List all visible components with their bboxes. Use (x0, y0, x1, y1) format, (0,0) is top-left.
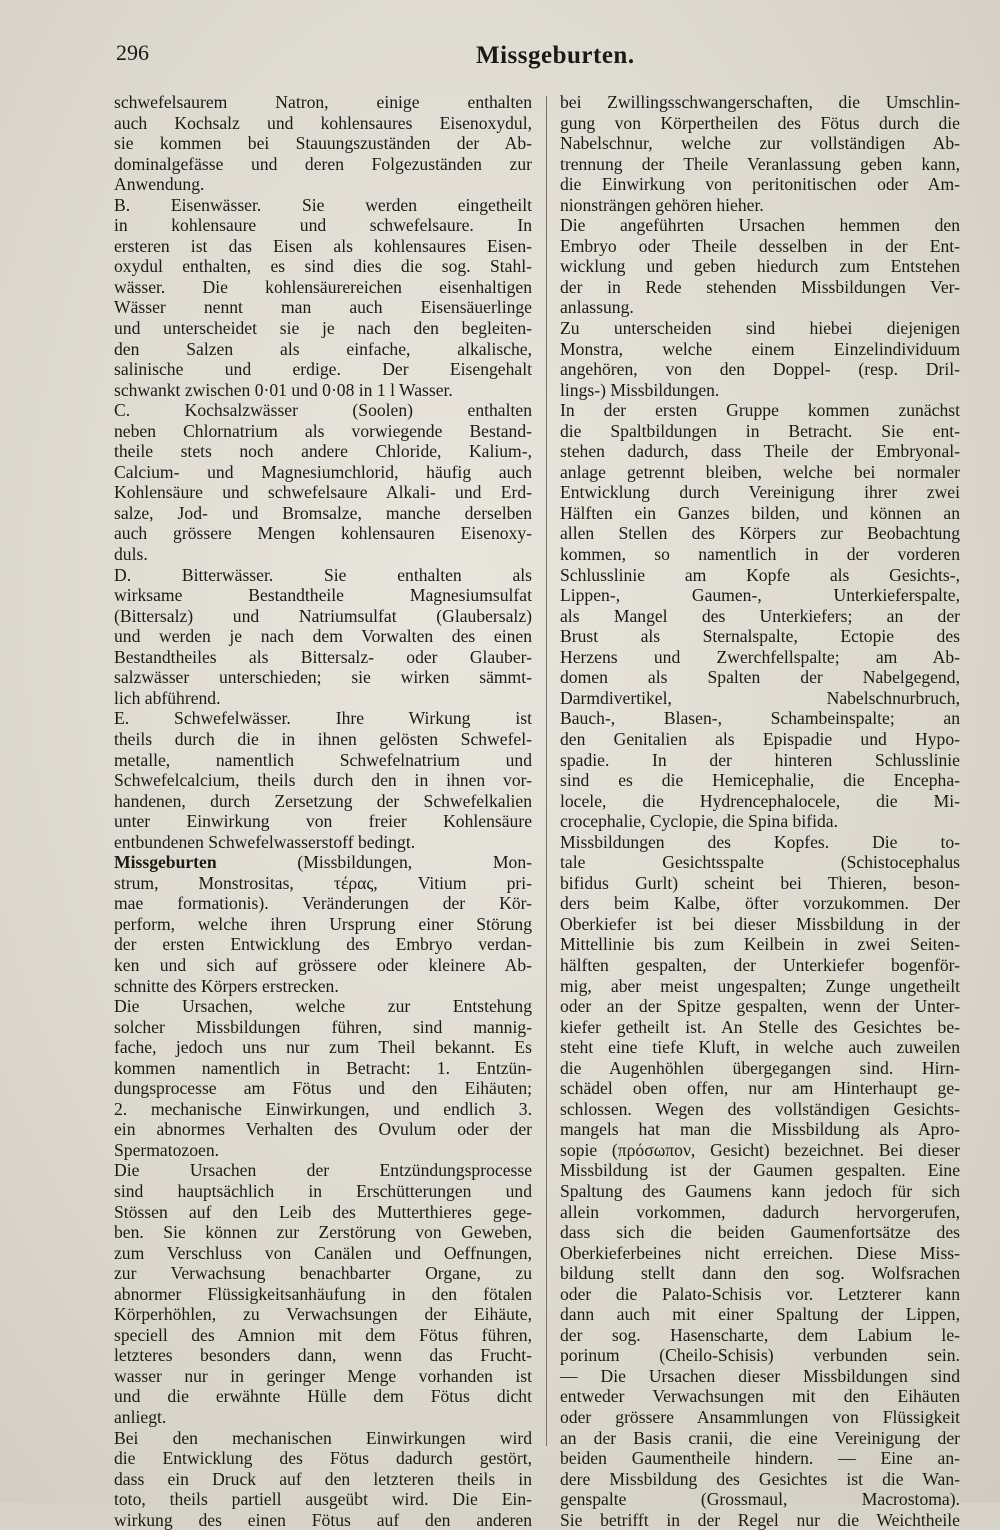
text-line: schnitte des Körpers erstrecken. (114, 975, 339, 996)
text-line: wirkung des einen Fötus auf den anderen (114, 1509, 532, 1530)
text-line: — Die Ursachen dieser Missbildungen sind (560, 1365, 960, 1386)
text-line: (Bittersalz) und Natriumsulfat (Glaubersalz) (114, 605, 532, 626)
text-line: bifidus Gurlt) scheint bei Thieren, beson- (560, 872, 960, 893)
text-line: strum, Monstrositas, τέρας, Vitium pri- (114, 872, 532, 893)
text-line: letzteres besonders dann, wenn das Frucht- (114, 1345, 532, 1366)
text-line: Oberkiefer ist bei dieser Missbildung in der (560, 913, 960, 934)
text-line: Spaltung des Gaumens kann jedoch für sich (560, 1180, 960, 1201)
text-line: steht eine tiefe Kluft, in welche auch zuweilen (560, 1037, 960, 1058)
text-line: in kohlensaure und schwefelsaure. In (114, 215, 532, 236)
text-line: Stössen auf den Leib des Mutterthieres gege- (114, 1201, 532, 1222)
text-line: mig, aber meist ungespalten; Zunge ungetheilt (560, 975, 960, 996)
text-line: die Einwirkung von peritonitischen oder Am- (560, 174, 960, 195)
text-line: wässer. Die kohlensäurereichen eisenhaltigen (114, 276, 532, 297)
text-line: genspalte (Grossmaul, Macrostoma). (560, 1489, 960, 1510)
text-line: entbundenen Schwefelwasserstoff bedingt. (114, 831, 416, 852)
text-line: toto, theils partiell ausgeübt wird. Die Ein- (114, 1489, 532, 1510)
text-line: wirksame Bestandtheile Magnesiumsulfat (114, 585, 532, 606)
text-line: Bestandtheiles als Bittersalz- oder Glauber- (114, 646, 532, 667)
text-line: tale Gesichtsspalte (Schistocephalus (560, 852, 960, 873)
text-line: Missbildungen des Kopfes. Die to- (560, 831, 960, 852)
text-line: neben Chlornatrium als vorwiegende Bestand- (114, 420, 532, 441)
text-line: kommen namentlich in Betracht: 1. Entzün- (114, 1057, 532, 1078)
text-line: Bei den mechanischen Einwirkungen wird (114, 1427, 532, 1448)
text-line: der sog. Hasenscharte, dem Labium le- (560, 1324, 960, 1345)
text-line: stehen dadurch, dass Theile der Embryonal- (560, 441, 960, 462)
text-line: sind es die Hemicephalie, die Encepha- (560, 770, 960, 791)
text-line: dass ein Druck auf den letzteren theils in (114, 1468, 532, 1489)
text-line: anlassung. (560, 297, 634, 318)
text-line: anliegt. (114, 1407, 167, 1427)
text-line: E. Schwefelwässer. Ihre Wirkung ist (114, 708, 532, 729)
text-line: Brust als Sternalspalte, Ectopie des (560, 626, 960, 647)
text-line: auch Kochsalz und kohlensaures Eisenoxydul, (114, 112, 532, 133)
text-line: salzwässer unterschieden; sie wirken sämmt- (114, 667, 532, 688)
right-text-column (560, 92, 960, 1530)
text-line: sind hauptsächlich in Erschütterungen und (114, 1180, 532, 1201)
text-line: Wässer nennt man auch Eisensäuerlinge (114, 297, 532, 318)
text-line: Bauch-, Blasen-, Schambeinspalte; an (560, 708, 960, 729)
text-line: metalle, namentlich Schwefelnatrium und (114, 749, 532, 770)
text-line: salinische und erdige. Der Eisengehalt (114, 359, 532, 380)
text-line: lings-) Missbildungen. (560, 379, 720, 400)
text-line: an der Basis cranii, die eine Vereinigung der (560, 1427, 960, 1448)
text-line: fache, jedoch uns nur zum Theil bekannt. Es (114, 1037, 532, 1058)
text-line: nionsträngen gehören hieher. (560, 194, 764, 215)
text-line: Monstra, welche einem Einzelindividuum (560, 338, 960, 359)
text-line: Lippen-, Gaumen-, Unterkieferspalte, (560, 585, 960, 606)
text-line: oder die Palato-Schisis vor. Letzterer kann (560, 1283, 960, 1304)
text-line: schwefelsaurem Natron, einige enthalten (114, 92, 532, 112)
text-line: gung von Körpertheilen des Fötus durch die (560, 112, 960, 133)
text-line: hälften gespalten, der Unterkiefer bogenför- (560, 954, 960, 975)
text-line: ersteren ist das Eisen als kohlensaures Eisen- (114, 235, 532, 256)
text-line: ken und sich auf grössere oder kleinere Ab- (114, 954, 532, 975)
text-line: handenen, durch Zersetzung der Schwefelkalien (114, 790, 532, 811)
text-line: Anwendung. (114, 174, 205, 195)
text-line: Sie betrifft in der Regel nur die Weichtheile (560, 1509, 960, 1530)
text-line: perform, welche ihren Ursprung einer Störung (114, 913, 532, 934)
text-line: anlage getrennt bleiben, welche bei normaler (560, 461, 960, 482)
text-line: solcher Missbildungen führen, sind mannig- (114, 1016, 532, 1037)
text-line: die Augenhöhlen übergegangen sind. Hirn- (560, 1057, 960, 1078)
text-line: entweder Verwachsungen mit den Eihäuten (560, 1386, 960, 1407)
text-line: bildung stellt dann den sog. Wolfsrachen (560, 1263, 960, 1284)
text-line: wasser nur in geringer Menge vorhanden ist (114, 1365, 532, 1386)
text-line: theils durch die in ihnen gelösten Schwefel- (114, 728, 532, 749)
text-line: In der ersten Gruppe kommen zunächst (560, 400, 960, 421)
text-line: allein vorkommen, dadurch hervorgerufen, (560, 1201, 960, 1222)
text-line: sie kommen bei Stauungszuständen der Ab- (114, 133, 532, 154)
text-line: Nabelschnur, welche zur vollständigen Ab- (560, 133, 960, 154)
text-line: sopie (πρόσωπον, Gesicht) bezeichnet. Bei dieser (560, 1139, 960, 1160)
text-line: schlossen. Wegen des vollständigen Gesichts- (560, 1098, 960, 1119)
text-line: Mittellinie bis zum Keilbein in zwei Seiten- (560, 934, 960, 955)
text-line: unter Einwirkung von freier Kohlensäure (114, 811, 532, 832)
text-line: dann auch mit einer Spaltung der Lippen, (560, 1304, 960, 1325)
text-line: zum Verschluss von Canälen und Oeffnungen, (114, 1242, 532, 1263)
text-line: und die erwähnte Hülle dem Fötus dicht (114, 1386, 532, 1407)
text-line: Missgeburten (Missbildungen, Mon- (114, 852, 532, 873)
text-line: angehören, von den Doppel- (resp. Dril- (560, 359, 960, 380)
text-line: schwankt zwischen 0·01 und 0·08 in 1 l Wasser. (114, 379, 453, 400)
text-line: den Salzen als einfache, alkalische, (114, 338, 532, 359)
text-line: locele, die Hydrencephalocele, die Mi- (560, 790, 960, 811)
text-line: zur Verwachsung benachbarter Organe, zu (114, 1263, 532, 1284)
text-line: Schlusslinie am Kopfe als Gesichts-, (560, 564, 960, 585)
text-line: Schwefelcalcium, theils durch den in ihnen vor- (114, 770, 532, 791)
text-line: salze, Jod- und Bromsalze, manche derselben (114, 502, 532, 523)
text-line: Oberkieferbeines nicht erreichen. Diese Miss- (560, 1242, 960, 1263)
text-line: ein abnormes Verhalten des Ovulum oder der (114, 1119, 532, 1140)
text-line: 2. mechanische Einwirkungen, und endlich 3. (114, 1098, 532, 1119)
text-line: die Entwicklung des Fötus dadurch gestört, (114, 1448, 532, 1469)
text-line: der in Rede stehenden Missbildungen Ver- (560, 276, 960, 297)
text-line: ben. Sie können zur Zerstörung von Geweben, (114, 1222, 532, 1243)
text-line: Zu unterscheiden sind hiebei diejenigen (560, 318, 960, 339)
text-line: domen als Spalten der Nabelgegend, (560, 667, 960, 688)
text-line: Calcium- und Magnesiumchlorid, häufig auch (114, 461, 532, 482)
left-text-column (114, 92, 532, 1530)
running-title: Missgeburten. (476, 42, 635, 69)
text-line: B. Eisenwässer. Sie werden eingetheilt (114, 194, 532, 215)
text-line: ders beim Kalbe, öfter vorzukommen. Der (560, 893, 960, 914)
text-line: Kohlensäure und schwefelsaure Alkali- und Erd- (114, 482, 532, 503)
text-line: wicklung und geben hiedurch zum Entstehen (560, 256, 960, 277)
page-number: 296 (116, 40, 149, 65)
text-line: mangels hat man die Missbildung als Apro- (560, 1119, 960, 1140)
text-line: beiden Gaumentheile hindern. — Eine an- (560, 1448, 960, 1469)
text-line: Spermatozoen. (114, 1139, 220, 1160)
text-line: lich abführend. (114, 687, 221, 708)
text-line: und werden je nach dem Vorwalten des einen (114, 626, 532, 647)
text-line: kommen, so namentlich in der vorderen (560, 544, 960, 565)
text-line: theile stets noch andere Chloride, Kalium-, (114, 441, 532, 462)
text-line: den Genitalien als Epispadie und Hypo- (560, 728, 960, 749)
text-line: Herzens und Zwerchfellspalte; am Ab- (560, 646, 960, 667)
text-line: der ersten Entwicklung des Embryo verdan- (114, 934, 532, 955)
text-line: dere Missbildung des Gesichtes ist die Wan- (560, 1468, 960, 1489)
text-line: speciell des Amnion mit dem Fötus führen, (114, 1324, 532, 1345)
text-line: die Spaltbildungen in Betracht. Sie ent- (560, 420, 960, 441)
text-line: Die angeführten Ursachen hemmen den (560, 215, 960, 236)
text-line: Darmdivertikel, Nabelschnurbruch, (560, 687, 960, 708)
text-line: und unterscheidet sie je nach den begleiten- (114, 318, 532, 339)
text-line: Körperhöhlen, zu Verwachsungen der Eihäute, (114, 1304, 532, 1325)
text-line: C. Kochsalzwässer (Soolen) enthalten (114, 400, 532, 421)
text-line: kiefer getheilt ist. An Stelle des Gesichtes be- (560, 1016, 960, 1037)
text-line: mae formationis). Veränderungen der Kör- (114, 893, 532, 914)
text-line: duls. (114, 544, 148, 565)
text-line: trennung der Theile Veranlassung geben kann, (560, 153, 960, 174)
column-divider (546, 96, 547, 1446)
text-line: D. Bitterwässer. Sie enthalten als (114, 564, 532, 585)
text-line: Die Ursachen der Entzündungsprocesse (114, 1160, 532, 1181)
text-line: oder grössere Ansammlungen von Flüssigkeit (560, 1407, 960, 1427)
text-line: crocephalie, Cyclopie, die Spina bifida. (560, 811, 838, 832)
text-line: porinum (Cheilo-Schisis) verbunden sein. (560, 1345, 960, 1366)
text-line: allen Stellen des Körpers zur Beobachtung (560, 523, 960, 544)
text-line: bei Zwillingsschwangerschaften, die Umschlin- (560, 92, 960, 112)
text-line: Embryo oder Theile desselben in der Ent- (560, 235, 960, 256)
text-line: dass sich die beiden Gaumenfortsätze des (560, 1222, 960, 1243)
text-line: spadie. In der hinteren Schlusslinie (560, 749, 960, 770)
text-line: auch grössere Mengen kohlensauren Eisenoxy- (114, 523, 532, 544)
text-line: Die Ursachen, welche zur Entstehung (114, 996, 532, 1017)
text-line: Entwicklung durch Vereinigung ihrer zwei (560, 482, 960, 503)
text-line: oder an der Spitze gespalten, wenn der Unter- (560, 996, 960, 1017)
text-line: Missbildung ist der Gaumen gespalten. Eine (560, 1160, 960, 1181)
text-line: dungsprocesse am Fötus und den Eihäuten; (114, 1078, 532, 1099)
text-line: Hälften ein Ganzes bilden, und können an (560, 502, 960, 523)
text-line: als Mangel des Unterkiefers; an der (560, 605, 960, 626)
text-line: schädel oben offen, nur am Hinterhaupt ge- (560, 1078, 960, 1099)
text-line: abnormer Flüssigkeitsanhäufung in den fötalen (114, 1283, 532, 1304)
text-line: oxydul enthalten, es sind dies die sog. Stahl- (114, 256, 532, 277)
page-header (116, 36, 956, 76)
text-line: dominalgefässe und deren Folgezuständen zur (114, 153, 532, 174)
